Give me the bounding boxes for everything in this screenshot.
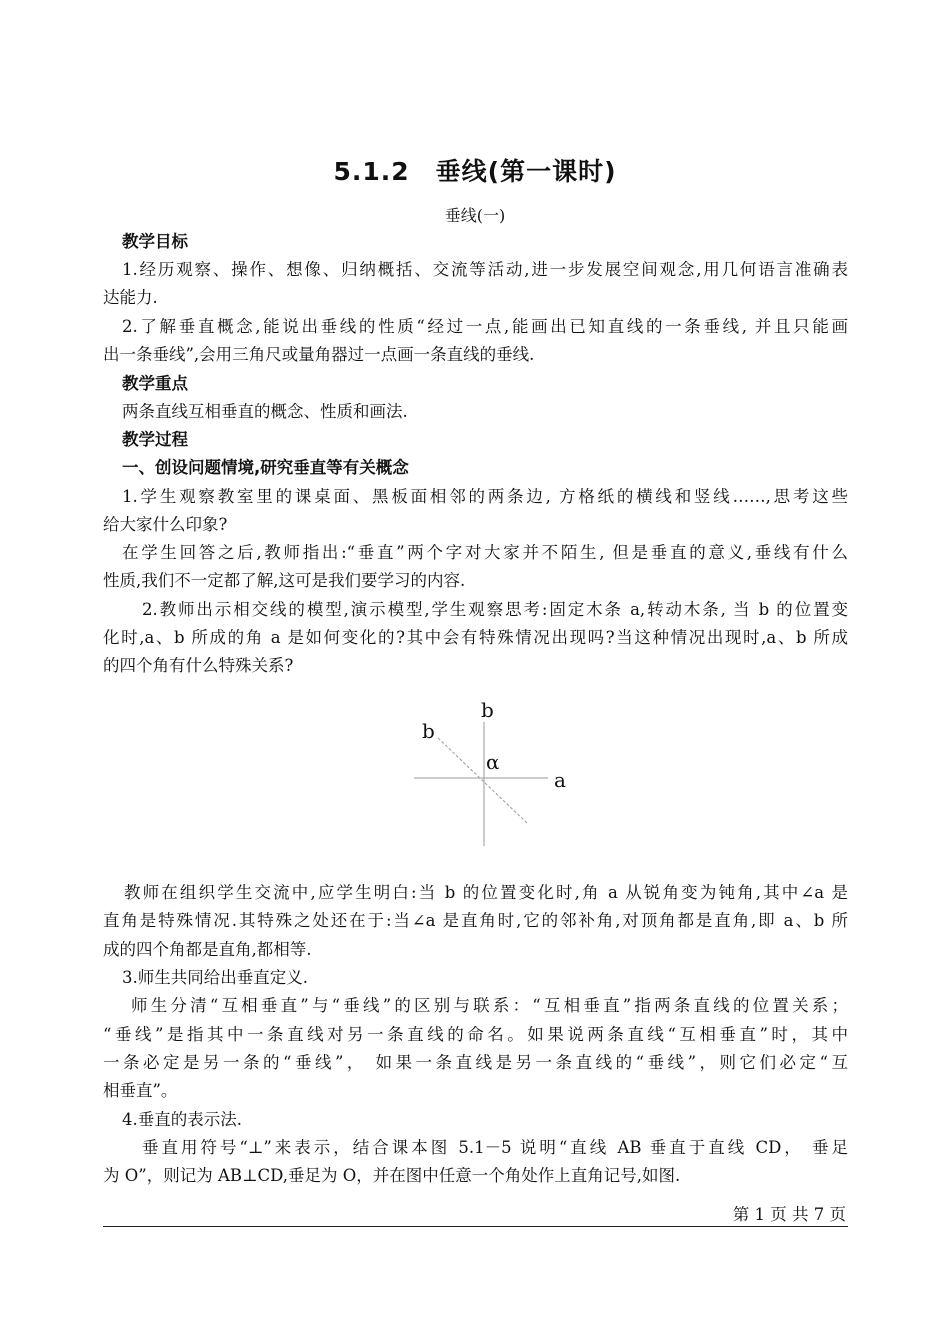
goal2-line2: 出一条垂线”,会用三角尺或量角器过一点画一条直线的垂线. <box>103 345 535 364</box>
p3-line2: 化时,a、b 所成的角 a 是如何变化的?其中会有特殊情况出现吗?当这种情况出现时,a、b 所成 <box>103 628 848 647</box>
p3-line1: 2.教师出示相交线的模型,演示模型,学生观察思考:固定木条 a,转动木条, 当 b 的位置变 <box>142 600 848 619</box>
label-b-top: b <box>481 698 494 722</box>
p1-line1: 1.学生观察教室里的课桌面、黑板面相邻的两条边, 方格纸的横线和竖线……,思考这些 <box>122 487 848 506</box>
p3-line3: 的四个角有什么特殊关系? <box>103 656 294 675</box>
p4-line2: 直角是特殊情况.其特殊之处还在于:当∠a 是直角时,它的邻补角,对顶角都是直角,即 a、b 所 <box>103 911 848 930</box>
p8-line2: 为 O”，则记为 AB⊥CD,垂足为 O，并在图中任意一个角处作上直角记号,如图. <box>103 1166 681 1185</box>
p2-line1: 在学生回答之后,教师指出:“垂直”两个字对大家并不陌生, 但是垂直的意义,垂线有什么 <box>122 543 848 562</box>
p6-line4: 相垂直”。 <box>103 1081 178 1100</box>
p6-line1: 师生分清“互相垂直”与“垂线”的区别与联系：“互相垂直”指两条直线的位置关系； <box>131 996 848 1015</box>
page-title: 5.1.2 垂线(第一课时) <box>333 157 617 186</box>
p7: 4.垂直的表示法. <box>122 1110 242 1129</box>
p4-line3: 成的四个角都是直角,都相等. <box>103 940 312 959</box>
p2-line2: 性质,我们不一定都了解,这可是我们要学习的内容. <box>103 571 466 590</box>
key-heading: 教学重点 <box>122 374 188 393</box>
p5: 3.师生共同给出垂直定义. <box>122 968 308 987</box>
p1-line2: 给大家什么印象? <box>103 515 228 534</box>
key-text: 两条直线互相垂直的概念、性质和画法. <box>122 402 408 421</box>
label-a: a <box>554 768 566 792</box>
line-b-slanted <box>438 738 528 824</box>
goal1-line1: 1.经历观察、操作、想像、归纳概括、交流等活动,进一步发展空间观念,用几何语言准确表 <box>122 260 848 279</box>
p8-line1: 垂直用符号“⊥”来表示，结合课本图 5.1－5 说明“直线 AB 垂直于直线 CD， 垂足 <box>142 1138 848 1157</box>
footer-divider <box>103 1226 848 1227</box>
goal1-line2: 达能力. <box>103 288 158 307</box>
p6-line2: “垂线”是指其中一条直线对另一条直线的命名。如果说两条直线“互相垂直”时，其中 <box>103 1025 848 1044</box>
intersecting-lines-figure <box>408 692 588 852</box>
p4-line1: 教师在组织学生交流中,应学生明白:当 b 的位置变化时,角 a 从锐角变为钝角,其中∠a 是 <box>124 883 848 902</box>
page-subtitle: 垂线(一) <box>444 206 506 225</box>
p6-line3: 一条必定是另一条的“垂线”， 如果一条直线是另一条直线的“垂线”，则它们必定“互 <box>103 1053 848 1072</box>
process-heading: 教学过程 <box>122 430 188 449</box>
part1-heading: 一、创设问题情境,研究垂直等有关概念 <box>122 458 409 477</box>
label-alpha: α <box>486 750 500 774</box>
goals-heading: 教学目标 <box>122 232 188 251</box>
goal2-line1: 2.了解垂直概念,能说出垂线的性质“经过一点,能画出已知直线的一条垂线, 并且只能画 <box>122 317 848 336</box>
label-b-slant: b <box>422 719 435 743</box>
page-number: 第 1 页 共 7 页 <box>732 1205 846 1224</box>
